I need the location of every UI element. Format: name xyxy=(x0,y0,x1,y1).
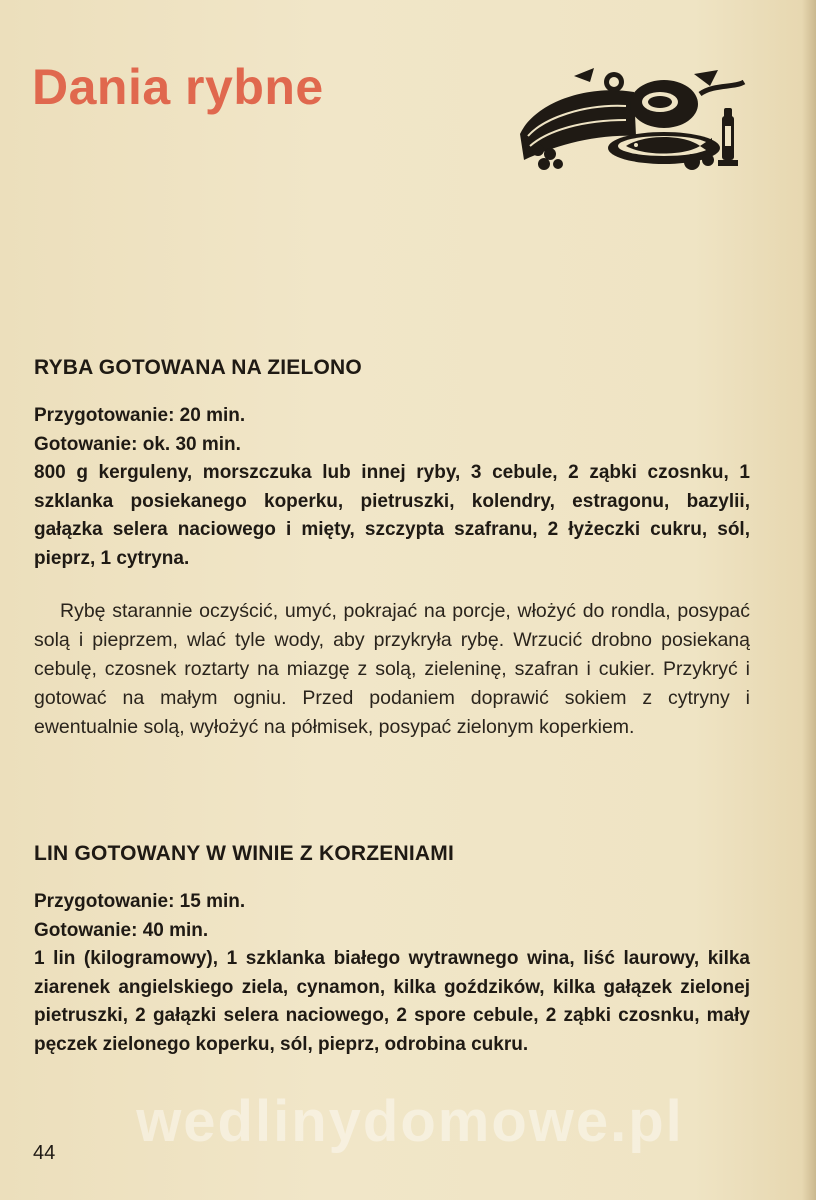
recipe-title: LIN GOTOWANY W WINIE Z KORZENIAMI xyxy=(34,842,454,865)
ingredients: 800 g kerguleny, morszczuka lub innej ryby, 3 cebule, 2 ząbki czosnku, 1 szklanka posiekanego koperku, pietruszki, kolendry, estragonu, bazylii, gałązka selera naciowego i mięty, szczypta szafranu, 2 łyżeczki cukru, sól, pieprz, 1 cytryna. xyxy=(34,462,750,569)
prep-time: Przygotowanie: 20 min. xyxy=(34,405,246,426)
recipe-ryba-gotowana xyxy=(34,356,750,742)
chapter-title: Dania rybne xyxy=(32,59,324,115)
method: Rybę starannie oczyścić, umyć, pokrajać na porcje, włożyć do rondla, posypać solą i pieprzem, wlać tyle wody, aby przykryła rybę. Wrzucić drobno posiekaną cebulę, czosnek roztarty na miazgę z solą, zieleninę, szafran i cukier. Przykryć i gotować na małym ogniu. Przed podaniem doprawić sokiem z cytryny i ewentualnie solą, wyłożyć na półmisek, posypać zielonym koperkiem. xyxy=(34,600,750,738)
ingredients: 1 lin (kilogramowy), 1 szklanka białego wytrawnego wina, liść laurowy, kilka ziarenek angielskiego ziela, cynamon, kilka goździków, kilka gałązek zielonej pietruszki, 2 gałązki selera naciowego, 2 spore cebule, 2 ząbki czosnku, mały pęczek zielonego koperku, sól, pieprz, odrobina cukru. xyxy=(34,948,750,1055)
cook-time: Gotowanie: 40 min. xyxy=(34,919,209,941)
page-edge-shadow xyxy=(802,0,816,1200)
prep-time: Przygotowanie: 15 min. xyxy=(34,891,246,912)
watermark: wedlinydomowe.pl xyxy=(136,1089,684,1154)
cook-time: Gotowanie: ok. 30 min. xyxy=(34,433,241,455)
recipe-lin-gotowany xyxy=(34,842,750,1059)
page-number: 44 xyxy=(33,1142,56,1164)
recipe-title: RYBA GOTOWANA NA ZIELONO xyxy=(34,356,362,379)
still-life-cornucopia-illustration xyxy=(514,64,750,174)
